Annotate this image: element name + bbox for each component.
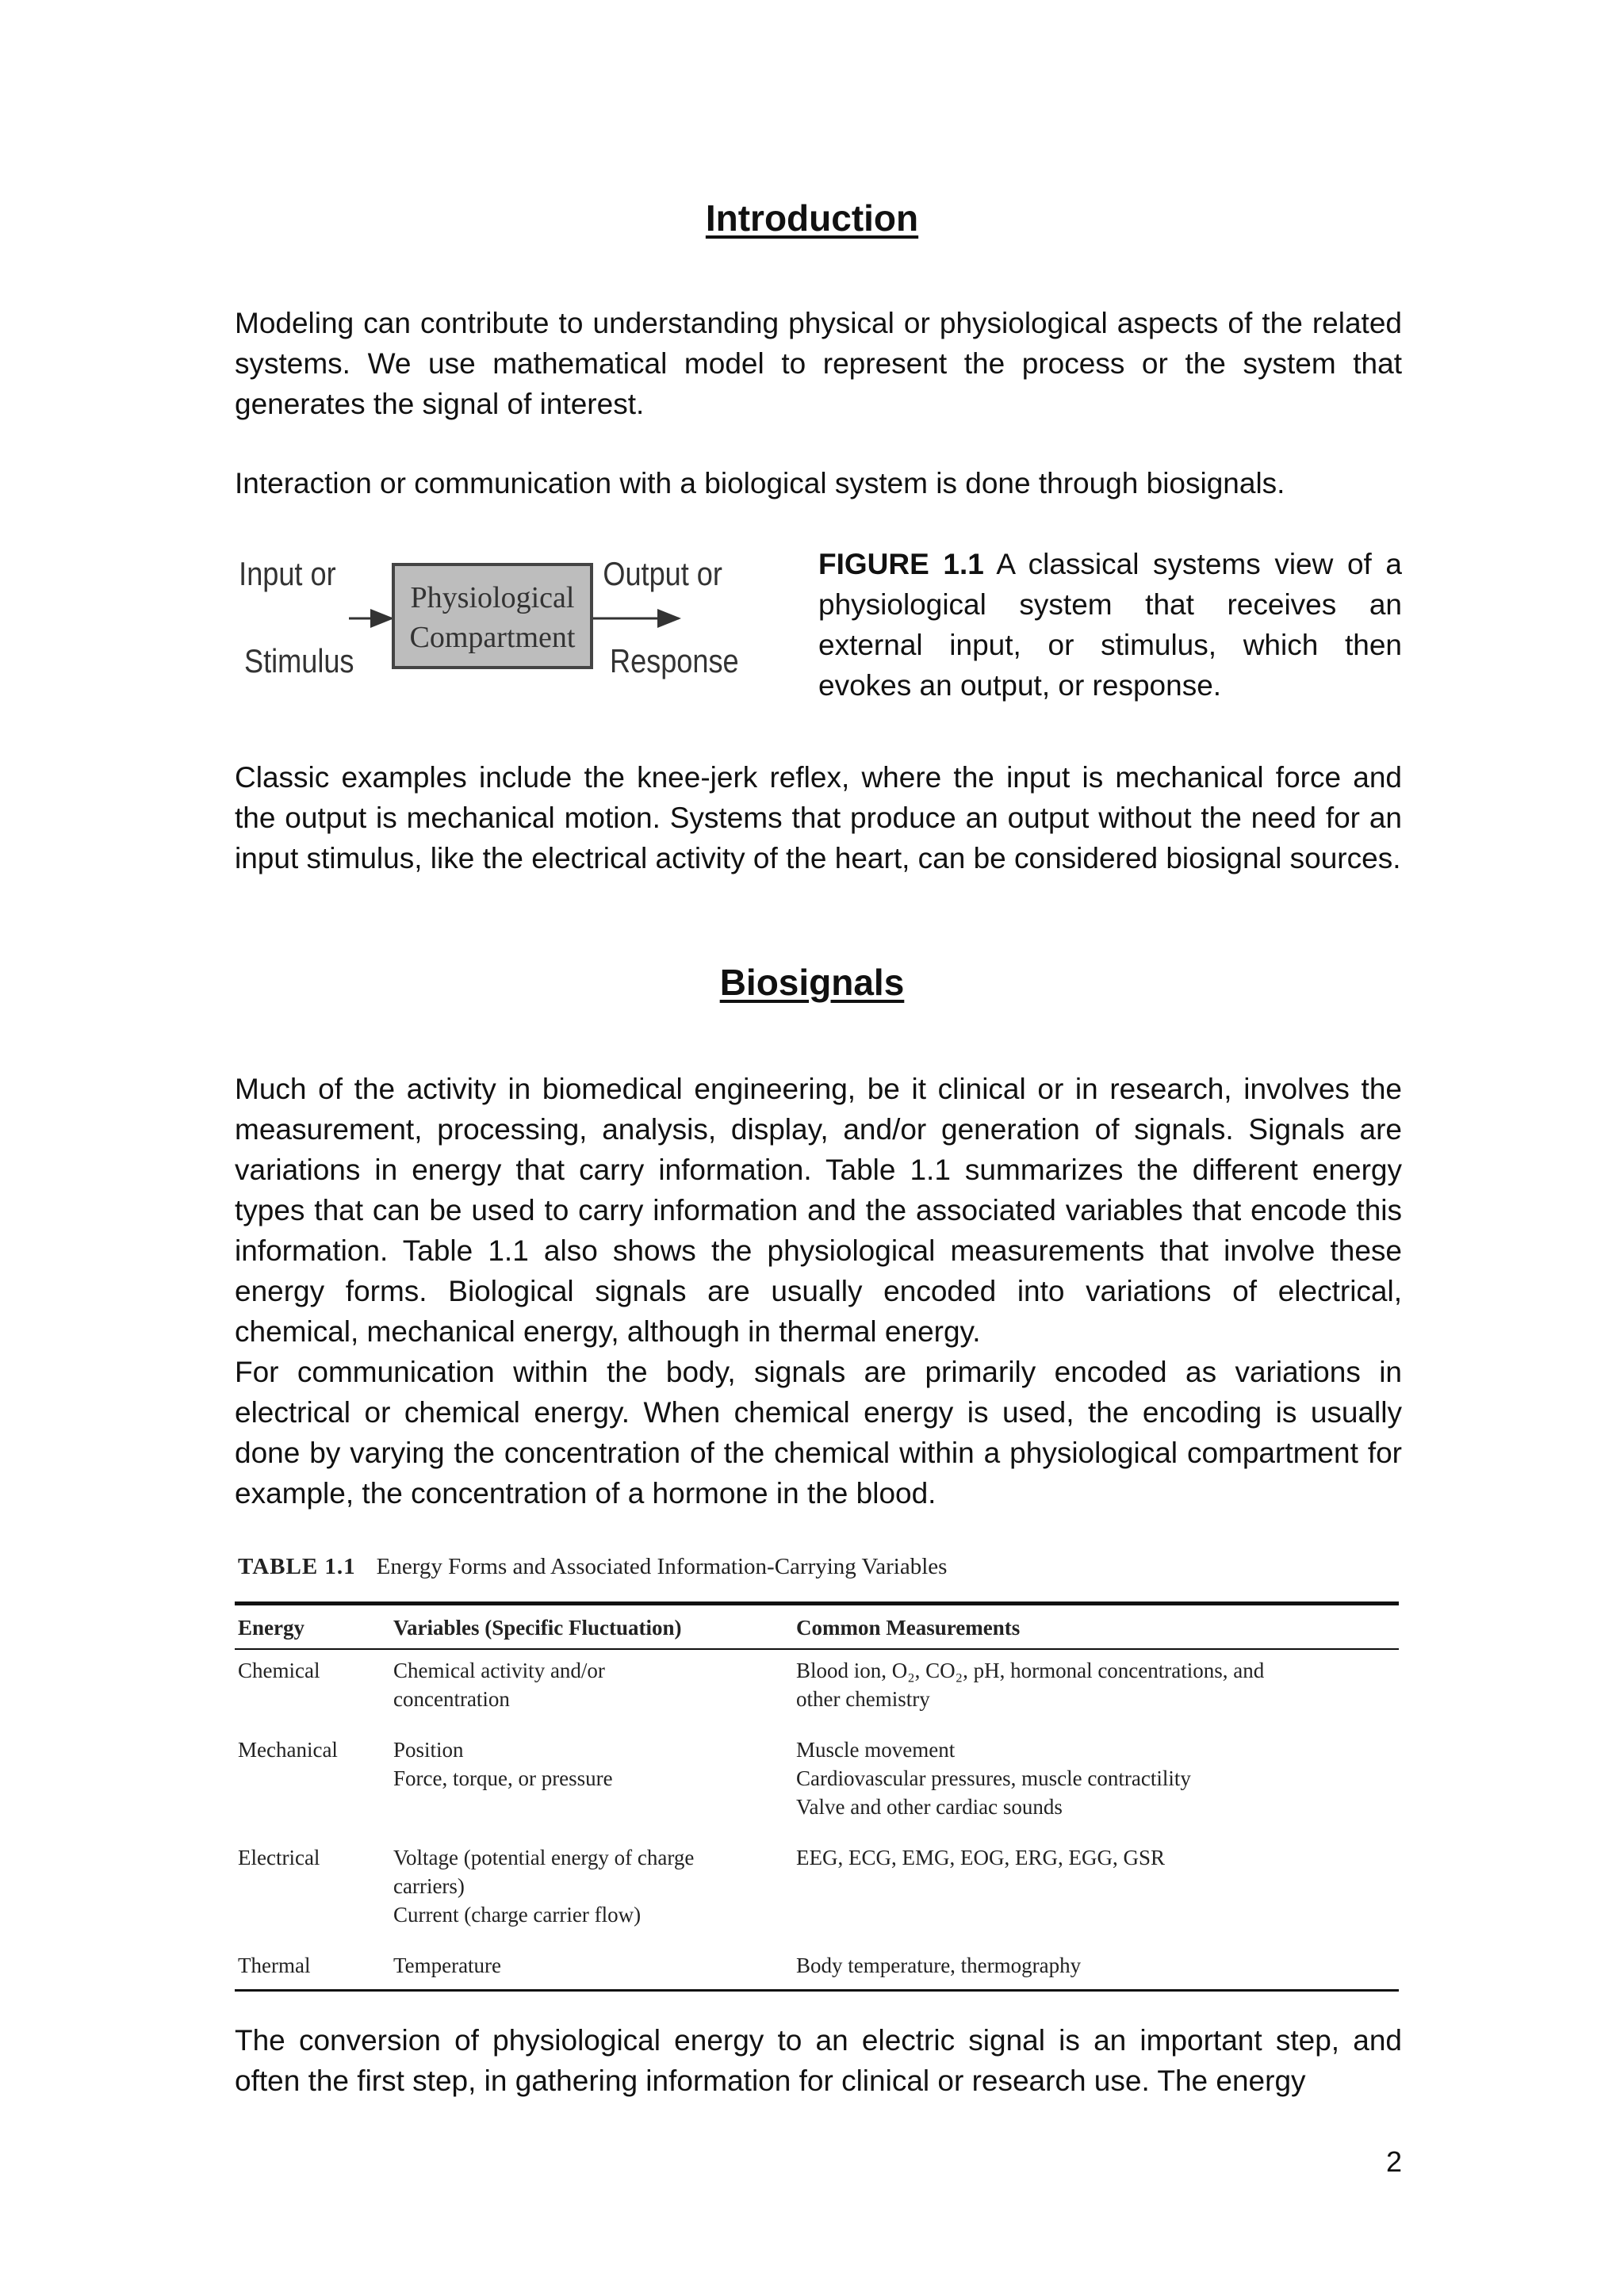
table-caption-text: Energy Forms and Associated Information-Carrying Variables <box>376 1554 948 1579</box>
page-number: 2 <box>1385 2145 1402 2178</box>
cell-variables <box>390 1649 793 1729</box>
cell-line: Cardiovascular pressures, muscle contractility <box>796 1766 1191 1790</box>
cell-line: Voltage (potential energy of charge <box>393 1846 695 1869</box>
cell-line: Temperature <box>393 1954 502 1977</box>
cell-energy: Chemical <box>238 1659 320 1682</box>
table-header-row <box>235 1604 1399 1650</box>
cell-line: other chemistry <box>796 1687 930 1711</box>
table-row <box>235 1837 1399 1945</box>
table-row <box>235 1945 1399 1991</box>
header-measurements: Common Measurements <box>793 1604 1399 1650</box>
cell-variables <box>390 1945 793 1991</box>
table-label: TABLE 1.1 <box>238 1554 356 1579</box>
table-caption <box>238 1554 1402 1586</box>
biosignals-heading: Biosignals <box>719 962 905 1003</box>
cell-energy: Electrical <box>238 1846 320 1869</box>
header-variables: Variables (Specific Fluctuation) <box>390 1604 793 1650</box>
cell-measurements <box>793 1837 1399 1945</box>
figure-caption-text: A classical systems view of a physiological system that receives an external input, or stimulus, which then evokes an output, or response. <box>818 548 1402 702</box>
intro-paragraph-2: Interaction or communication with a biological system is done through biosignals. <box>235 467 1285 499</box>
cell-energy: Mechanical <box>238 1738 338 1762</box>
diagram-svg <box>235 545 774 704</box>
header-energy: Energy <box>235 1604 390 1650</box>
cell-line: Blood ion, O₂, CO₂, pH, hormonal concentrations, and <box>796 1659 1265 1682</box>
intro-paragraph-1: Modeling can contribute to understanding physical or physiological aspects of the related systems. We use mathematical model to represent the process or the system that generates the signal of interest. <box>235 307 1402 420</box>
biosignals-paragraph-3: The conversion of physiological energy to an electric signal is an important step, and often the first step, in gathering information for clinical or research use. The energy <box>235 2024 1402 2097</box>
biosignals-paragraph-1: Much of the activity in biomedical engineering, be it clinical or in research, involves the measurement, processing, analysis, display, and/or generation of signals. Signals are variations in energy that carry information. Table 1.1 summarizes the different energy types that can be used to carry information and the associated variables that encode this information. Table 1.1 also shows the physiological measurements that involve these energy forms. Biological signals are usually encoded into variations of electrical, chemical, mechanical energy, although in thermal energy. <box>235 1073 1402 1348</box>
table-row <box>235 1729 1399 1837</box>
introduction-heading: Introduction <box>705 197 919 239</box>
cell-line: Valve and other cardiac sounds <box>796 1795 1063 1819</box>
input-label-line2: Stimulus <box>244 643 354 680</box>
output-label-line1: Output or <box>603 556 722 593</box>
cell-line: carriers) <box>393 1874 465 1898</box>
cell-variables <box>390 1837 793 1945</box>
cell-line: EEG, ECG, EMG, EOG, ERG, EGG, GSR <box>796 1846 1165 1869</box>
cell-line: concentration <box>393 1687 510 1711</box>
biosignals-paragraph-2: For communication within the body, signals are primarily encoded as variations in electrical or chemical energy. When chemical energy is used, the encoding is usually done by varying the concentration of the chemical within a physiological compartment for example, the concentration of a hormone in the blood. <box>235 1356 1402 1510</box>
table-row <box>235 1649 1399 1729</box>
figure-caption-label: FIGURE 1.1 <box>818 548 984 580</box>
cell-line: Force, torque, or pressure <box>393 1766 613 1790</box>
box-label-line2: Compartment <box>409 621 576 654</box>
cell-variables <box>390 1729 793 1837</box>
cell-energy: Thermal <box>235 1945 390 1991</box>
output-label-line2: Response <box>610 643 739 680</box>
cell-measurements <box>793 1649 1399 1729</box>
cell-measurements <box>793 1945 1399 1991</box>
cell-line: Chemical activity and/or <box>393 1659 605 1682</box>
energy-forms-table-block <box>235 1554 1402 1992</box>
intro-paragraph-3: Classic examples include the knee-jerk reflex, where the input is mechanical force and the output is mechanical motion. Systems that produce an output without the need for an input stimulus, like the electrical activity of the heart, can be considered biosignal sources. <box>235 761 1402 874</box>
cell-line: Position <box>393 1738 464 1762</box>
input-label-line1: Input or <box>239 556 336 593</box>
cell-line: Current (charge carrier flow) <box>393 1903 642 1927</box>
figure-caption <box>818 544 1402 706</box>
box-label-line1: Physiological <box>410 581 575 614</box>
cell-measurements <box>793 1729 1399 1837</box>
cell-line: Body temperature, thermography <box>796 1954 1082 1977</box>
cell-line: Muscle movement <box>796 1738 956 1762</box>
systems-view-diagram <box>235 545 774 704</box>
energy-forms-table <box>235 1601 1399 1992</box>
